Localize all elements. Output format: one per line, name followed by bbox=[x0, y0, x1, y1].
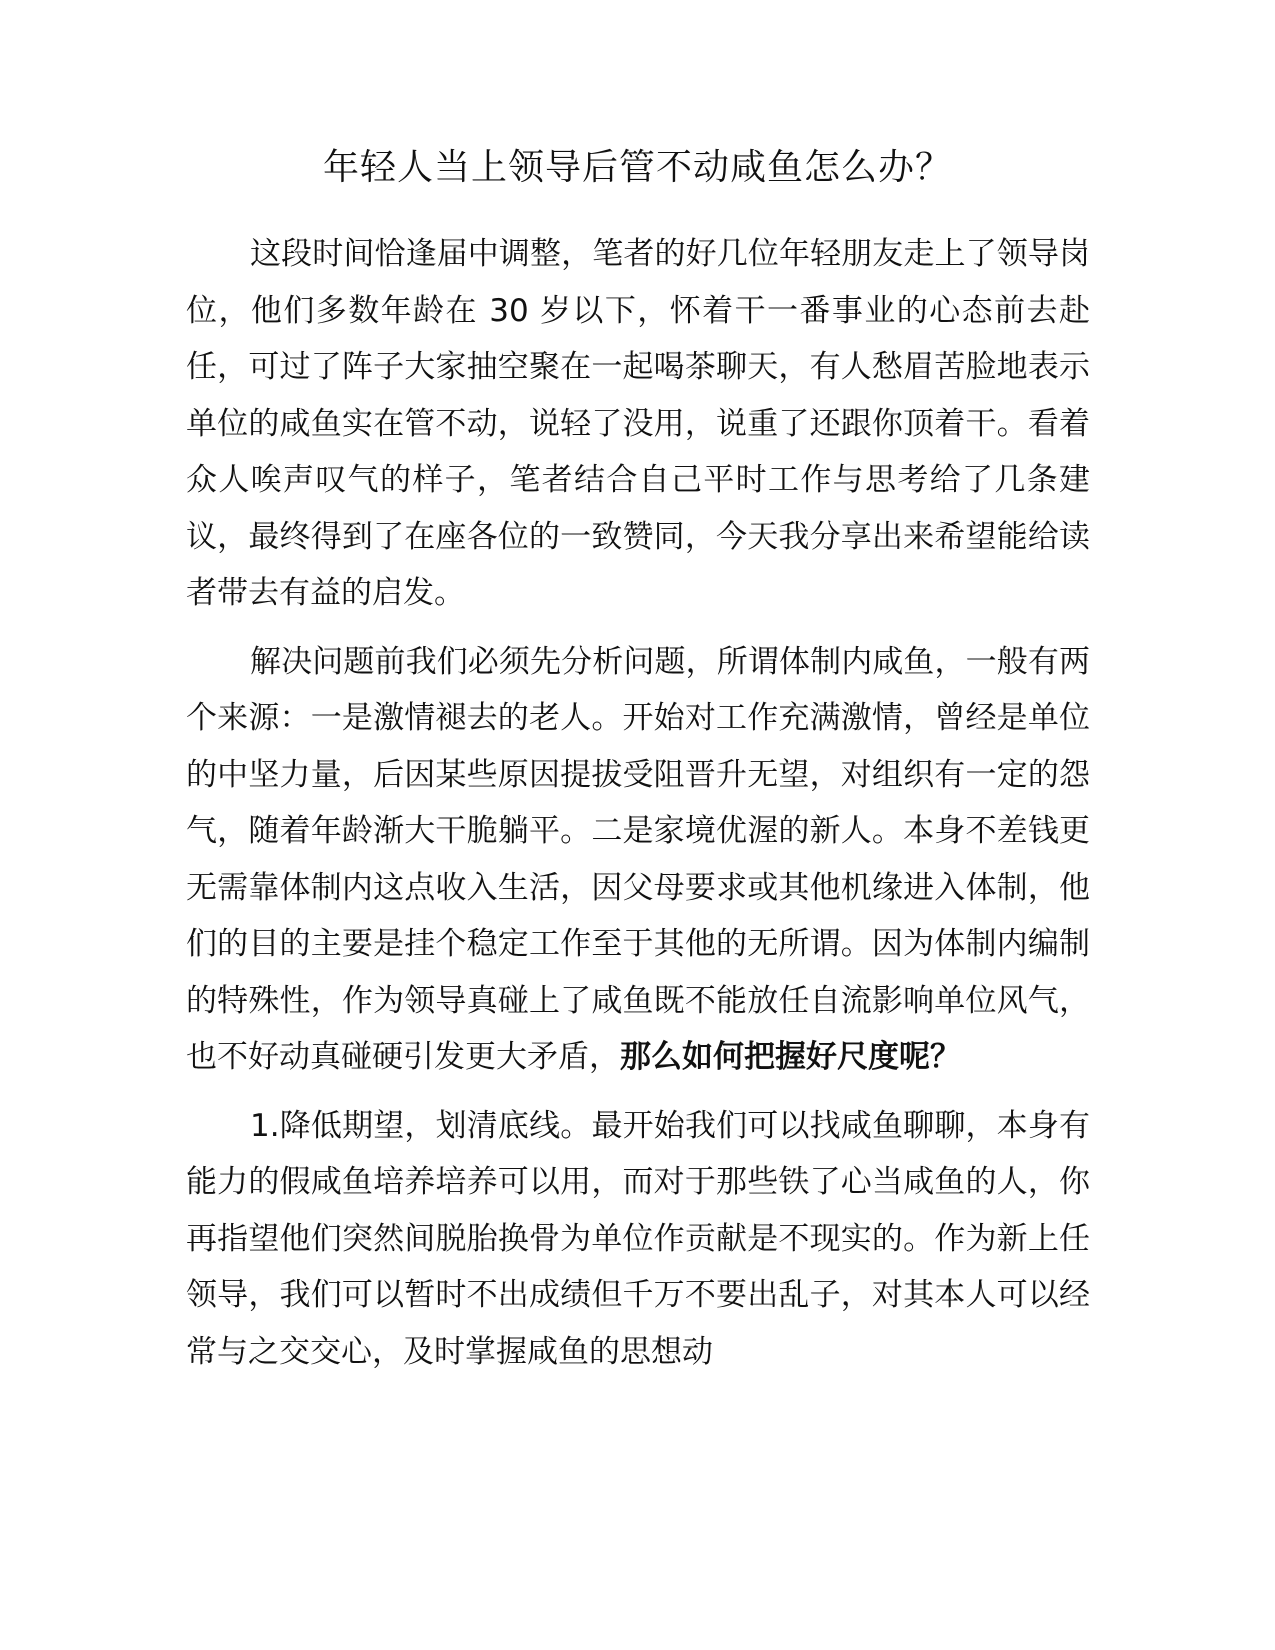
document-body bbox=[186, 226, 1090, 1380]
document-title: 年轻人当上领导后管不动咸鱼怎么办？ bbox=[322, 147, 952, 188]
paragraph-intro: 这段时间恰逢届中调整，笔者的好几位年轻朋友走上了领导岗位，他们多数年龄在 30 岁以下，怀着干一番事业的心态前去赴任，可过了阵子大家抽空聚在一起喝茶聊天，有人愁眉苦脸地表示单位的咸鱼实在管不动，说轻了没用，说重了还跟你顶着干。看着众人唉声叹气的样子，笔者结合自己平时工作与思考给了几条建议，最终得到了在座各位的一致赞同，今天我分享出来希望能给读者带去有益的启发。 bbox=[186, 236, 1090, 611]
paragraph-analysis-text: 解决问题前我们必须先分析问题，所谓体制内咸鱼，一般有两个来源：一是激情褪去的老人。开始对工作充满激情，曾经是单位的中坚力量，后因某些原因提拔受阻晋升无望，对组织有一定的怨气，随着年龄渐大干脆躺平。二是家境优渥的新人。本身不差钱更无需靠体制内这点收入生活，因父母要求或其他机缘进入体制，他们的目的主要是挂个稳定工作至于其他的无所谓。因为体制内编制的特殊性，作为领导真碰上了咸鱼既不能放任自流影响单位风气，也不好动真碰硬引发更大矛盾， bbox=[186, 643, 1090, 1075]
paragraph-point-1: 1.降低期望，划清底线。最开始我们可以找咸鱼聊聊，本身有能力的假咸鱼培养培养可以用，而对于那些铁了心当咸鱼的人，你再指望他们突然间脱胎换骨为单位作贡献是不现实的。作为新上任领导，我们可以暂时不出成绩但千万不要出乱子，对其本人可以经常与之交交心，及时掌握咸鱼的思想动 bbox=[186, 1107, 1090, 1370]
paragraph-analysis-emphasis: 那么如何把握好尺度呢？ bbox=[620, 1039, 961, 1075]
paragraph-analysis bbox=[186, 634, 1090, 1086]
